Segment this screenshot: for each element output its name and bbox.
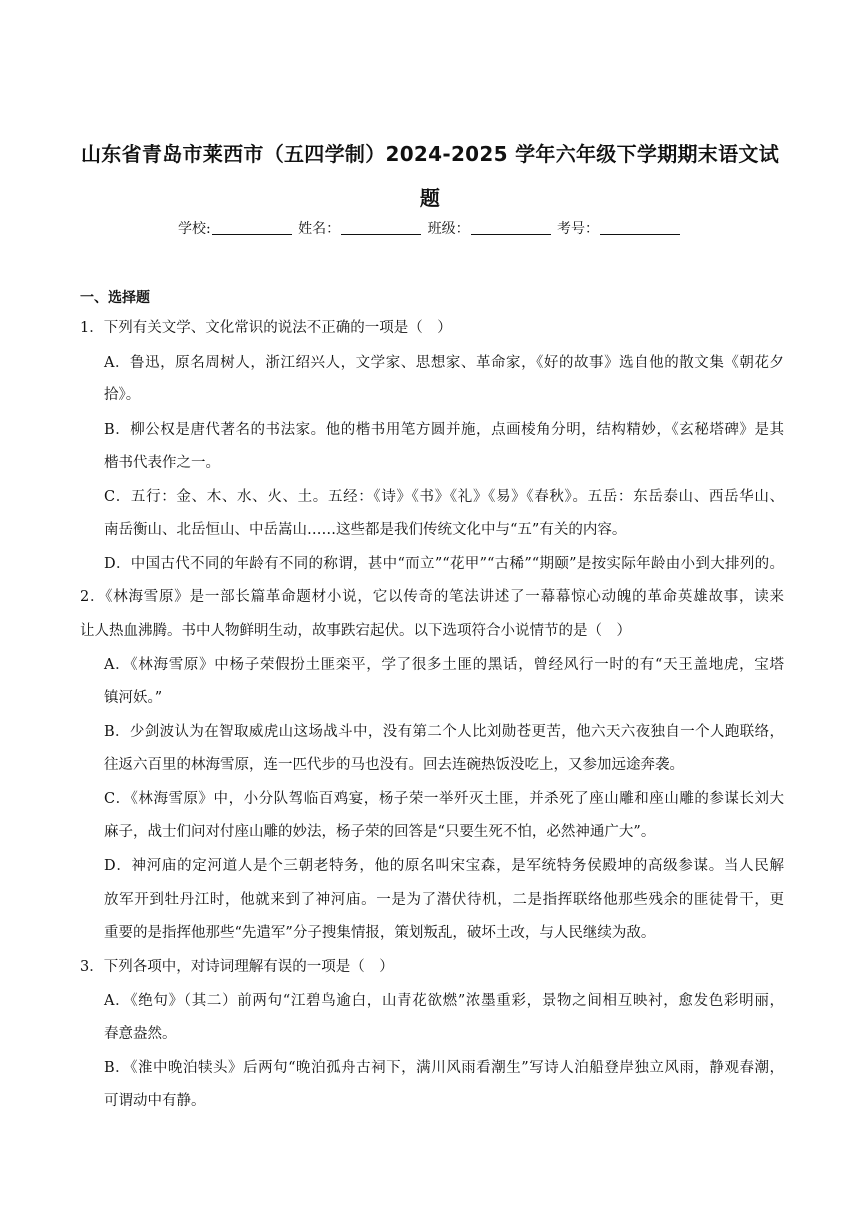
question-1-stem: 1．下列有关文学、文化常识的说法不正确的一项是（ ） <box>80 320 452 336</box>
question-2-option-b: B．少剑波认为在智取威虎山这场战斗中，没有第二个人比刘勋苍更苦，他六天六夜独自一个人跑联络， <box>104 724 784 740</box>
question-2-stem-cont: 让人热血沸腾。书中人物鲜明生动，故事跌宕起伏。以下选项符合小说情节的是（ ） <box>80 623 631 639</box>
class-label: 班级： <box>427 221 470 237</box>
class-blank <box>471 220 551 235</box>
question-1-option-a-cont: 拾》。 <box>104 387 141 403</box>
question-2-option-d: D．神河庙的定河道人是个三朝老特务，他的原名叫宋宝森，是军统特务侯殿坤的高级参谋。当人民解 <box>104 858 784 874</box>
question-3-option-b: B．《淮中晚泊犊头》后两句“晚泊孤舟古祠下，满川风雨看潮生”写诗人泊船登岸独立风雨，静观春潮， <box>104 1060 784 1076</box>
question-2-option-a-cont: 镇河妖。” <box>104 690 163 706</box>
question-2-option-c: C．《林海雪原》中，小分队驾临百鸡宴，杨子荣一举歼灭土匪，并杀死了座山雕和座山雕的参谋长刘大 <box>104 791 784 807</box>
exam-no-label: 考号： <box>557 221 600 237</box>
document-title-line2: 题 <box>419 186 441 210</box>
question-1-option-a: A．鲁迅，原名周树人，浙江绍兴人，文学家、思想家、革命家，《好的故事》选自他的散文集《朝花夕 <box>104 355 784 371</box>
question-2-option-a: A．《林海雪原》中杨子荣假扮土匪栾平，学了很多土匪的黑话，曾经风行一时的有“天王盖地虎，宝塔 <box>104 657 784 673</box>
question-2-option-d-cont1: 放军开到牡丹江时，他就来到了神河庙。一是为了潜伏待机，二是指挥联络他那些残余的匪徒骨干，更 <box>104 892 784 908</box>
school-label: 学校: <box>177 221 211 237</box>
name-blank <box>341 220 421 235</box>
question-1-option-d: D．中国古代不同的年龄有不同的称谓，甚中“而立”“花甲”“古稀”“期颐”是按实际年龄由小到大排列的。 <box>104 556 784 572</box>
section-title: 一、选择题 <box>80 290 150 306</box>
question-2-option-d-cont2: 重要的是指挥他那些“先遣军”分子搜集情报，策划叛乱，破坏土改，与人民继续为敌。 <box>104 925 656 941</box>
question-1-option-c-cont: 南岳衡山、北岳恒山、中岳嵩山……这些都是我们传统文化中与“五”有关的内容。 <box>104 522 627 538</box>
question-1-option-c: C．五行：金、木、水、火、土。五经：《诗》《书》《礼》《易》《春秋》。五岳：东岳泰山、西岳华山、 <box>104 489 784 505</box>
question-2-option-c-cont: 麻子，战士们问对付座山雕的妙法，杨子荣的回答是“只要生死不怕，必然神通广大”。 <box>104 824 656 840</box>
question-3-option-a-cont: 春意盎然。 <box>104 1026 177 1042</box>
question-2-option-b-cont: 往返六百里的林海雪原，连一匹代步的马也没有。回去连碗热饭没吃上，又参加远途奔袭。 <box>104 757 684 773</box>
question-2-stem: 2．《林海雪原》是一部长篇革命题材小说，它以传奇的笔法讲述了一幕幕惊心动魄的革命英雄故事，读来 <box>80 589 784 605</box>
student-info-row <box>0 218 860 238</box>
exam-no-blank <box>600 220 680 235</box>
question-3-option-a: A．《绝句》（其二）前两句“江碧鸟逾白，山青花欲燃”浓墨重彩，景物之间相互映衬，愈发色彩明丽， <box>104 993 784 1009</box>
question-3-stem: 3．下列各项中，对诗词理解有误的一项是（ ） <box>80 959 394 975</box>
document-title-line1: 山东省青岛市莱西市（五四学制）2024-2025 学年六年级下学期期末语文试 <box>81 142 779 166</box>
school-blank <box>212 220 292 235</box>
question-1-option-b: B．柳公权是唐代著名的书法家。他的楷书用笔方圆并施，点画棱角分明，结构精妙，《玄秘塔碑》是其 <box>104 422 784 438</box>
question-3-option-b-cont: 可谓动中有静。 <box>104 1093 206 1109</box>
question-1-option-b-cont: 楷书代表作之一。 <box>104 455 220 471</box>
name-label: 姓名： <box>298 221 341 237</box>
